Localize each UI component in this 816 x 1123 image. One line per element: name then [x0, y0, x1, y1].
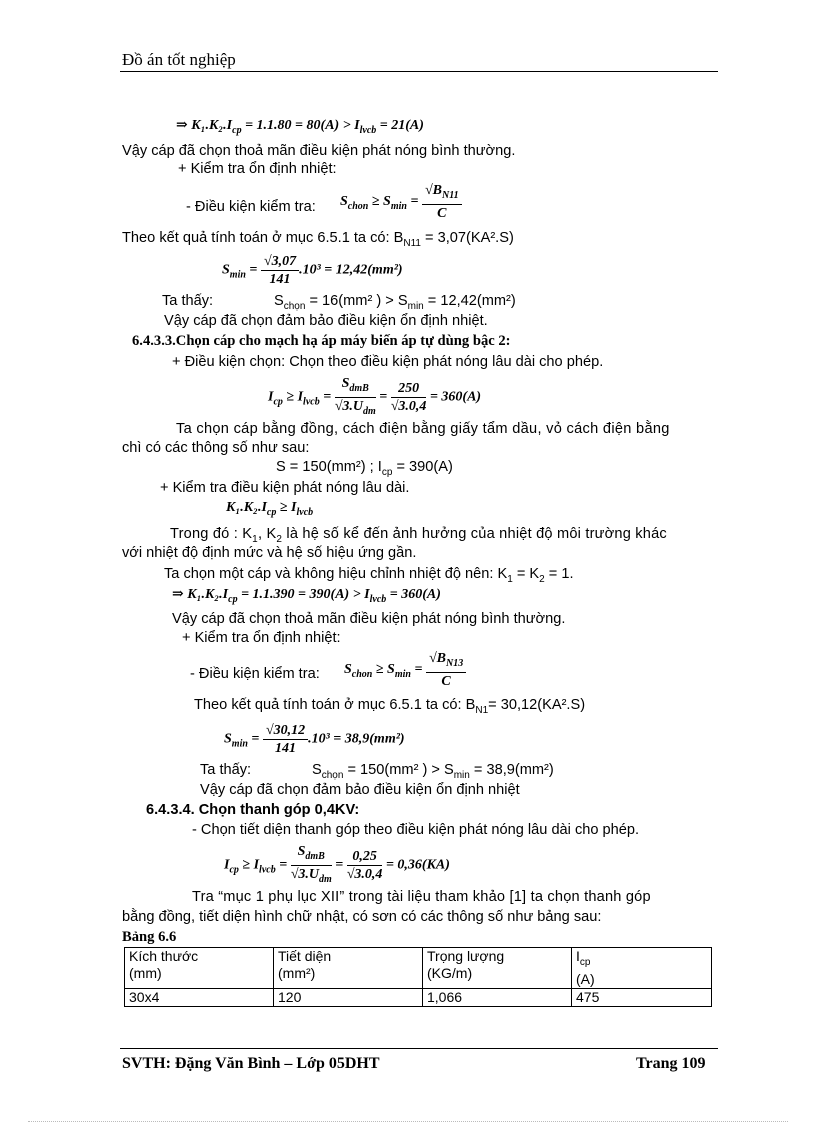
text-line: chì có các thông số như sau: [122, 440, 310, 456]
footer-page-number: Trang 109 [636, 1055, 706, 1072]
text-line: với nhiệt độ định mức và hệ số hiệu ứng gần. [122, 545, 417, 561]
text-line: Vậy cáp đã chọn thoả mãn điều kiện phát nóng bình thường. [122, 143, 516, 159]
formula-current-check-2: ⇒ $K_1.K_2.I_{cp} = 1.1.390 = 390(A) > I_{lvcb} = 360(A)$ [172, 587, 441, 605]
text-line: - Điều kiện kiểm tra: [190, 666, 320, 682]
text-line: - Chọn tiết diện thanh góp theo điều kiện phát nóng lâu dài cho phép. [192, 822, 640, 838]
text-line: Ta thấy: [162, 293, 214, 309]
section-heading-6-4-3-3: 6.4.3.3.Chọn cáp cho mạch hạ áp máy biến áp tự dùng bậc 2: [132, 333, 511, 349]
text-line: Tra “mục 1 phụ lục XII” trong tài liệu tham khảo [1] ta chọn thanh góp [192, 889, 651, 905]
text-line: Trong đó : $K_1$, $K_2$ là hệ số kể đến ảnh hưởng của nhiệt độ môi trường khác [170, 526, 667, 545]
text-line: - Điều kiện kiểm tra: [186, 199, 316, 215]
formula-icp-2: $I_{cp} \ge I_{lvcb}$ = $\frac{S_{dmB}}{√3.U_{dm}}$ = $\frac{0,25}{√3.0,4}$ = 0,36(KA) [224, 843, 450, 888]
text-line: Ta thấy: [200, 762, 252, 778]
text-line: + Kiểm tra ổn định nhiệt: [178, 161, 337, 177]
text-line: + Kiểm tra điều kiện phát nóng lâu dài. [160, 480, 410, 496]
formula-icp-1: $I_{cp} \ge I_{lvcb}$ = $\frac{S_{dmB}}{√3.U_{dm}}$ = $\frac{250}{√3.0,4}$ = 360(A) [268, 375, 481, 420]
fraction: $\frac{√3,07}{141}$ [261, 253, 299, 288]
fraction: $\frac{S_{dmB}}{√3.U_{dm}}$ [290, 844, 332, 885]
footer-author: SVTH: Đặng Văn Bình – Lớp 05DHT [122, 1055, 380, 1072]
fraction: $\frac{S_{dmB}}{√3.U_{dm}}$ [334, 376, 376, 417]
text-line: Ta chọn cáp bằng đồng, cách điện bằng giấy tẩm dầu, vỏ cách điện bằng [176, 421, 670, 437]
text-line: $S_{chọn} = 150(mm^2$ ) > $S_{min} = 38,9(mm^2)$ [312, 762, 554, 781]
fraction: $\frac{250}{√3.0,4}$ [390, 380, 427, 414]
text-line: Theo kết quả tính toán ở mục 6.5.1 ta có: $B_{N1}= 30,12(KA^2.S)$ [194, 697, 586, 716]
fraction: $\frac{0,25}{√3.0,4}$ [346, 848, 383, 882]
header-rule [120, 71, 718, 72]
table-cell: 120 [274, 988, 423, 1006]
formula-thermal-condition-1: $S_{chon} \ge S_{min}$ = $\frac{√B_{N11}}{C}$ [340, 182, 462, 222]
text-line: + Kiểm tra ổn định nhiệt: [182, 630, 341, 646]
page-edge-dotted-line [28, 1121, 788, 1122]
text-line: Ta chọn một cáp và không hiệu chỉnh nhiệt độ nên: $K_1 = K_2 = 1$. [164, 566, 574, 585]
formula-current-check-1: ⇒ $K_1.K_2.I_{cp} = 1.1.80 = 80(A) > I_{lvcb} = 21(A)$ [176, 118, 424, 136]
text-line: Vậy cáp đã chọn đảm bảo điều kiện ổn định nhiệt [200, 782, 520, 798]
table-row [125, 988, 712, 1006]
table-header-cell: Trọng lượng (KG/m) [423, 948, 572, 989]
table-cell: 1,066 [423, 988, 572, 1006]
table-cell: 475 [572, 988, 712, 1006]
table-cell: 30x4 [125, 988, 274, 1006]
text-line: S = 150(mm²) ; $I_{cp} = 390(A)$ [276, 459, 453, 478]
table-header-cell: $I_{cp}$ (A) [572, 948, 712, 989]
table-header-cell: Tiết diện (mm²) [274, 948, 423, 989]
section-heading-6-4-3-4: 6.4.3.4. Chọn thanh góp 0,4KV: [146, 802, 360, 818]
page-header-title: Đồ án tốt nghiệp [122, 50, 236, 69]
table-header-cell: Kích thước (mm) [125, 948, 274, 989]
text-line: $S_{chọn} = 16(mm^2$ ) > $S_{min} = 12,42(mm^2)$ [274, 293, 516, 312]
text-line: + Điều kiện chọn: Chọn theo điều kiện phát nóng lâu dài cho phép. [172, 354, 604, 370]
busbar-spec-table [124, 947, 712, 1007]
formula-thermal-condition-2: $S_{chon} \ge S_{min}$ = $\frac{√B_{N13}}{C}$ [344, 650, 466, 690]
formula-k-check: $K_1.K_2.I_{cp} \ge I_{lvcb}$ [226, 500, 314, 518]
text-line: Vậy cáp đã chọn đảm bảo điều kiện ổn định nhiệt. [164, 313, 488, 329]
table-caption: Bảng 6.6 [122, 929, 177, 945]
formula-smin-1: $S_{min}$ = $\frac{√3,07}{141}$ .10³ = 12,42(mm²) [222, 254, 403, 287]
text-line: bằng đồng, tiết diện hình chữ nhật, có sơn có các thông số như bảng sau: [122, 909, 602, 925]
table-header-row [125, 948, 712, 989]
fraction: $\frac{√B_{N11}}{C}$ [422, 182, 462, 222]
text-line: Theo kết quả tính toán ở mục 6.5.1 ta có: $B_{N11} = 3,07(KA^2.S)$ [122, 230, 514, 249]
formula-smin-2: $S_{min}$ = $\frac{√30,12}{141}$ .10³ = 38,9(mm²) [224, 723, 405, 756]
fraction: $\frac{√30,12}{141}$ [263, 722, 308, 757]
fraction: $\frac{√B_{N13}}{C}$ [426, 650, 466, 690]
footer-rule [120, 1048, 718, 1049]
text-line: Vậy cáp đã chọn thoả mãn điều kiện phát nóng bình thường. [172, 611, 566, 627]
